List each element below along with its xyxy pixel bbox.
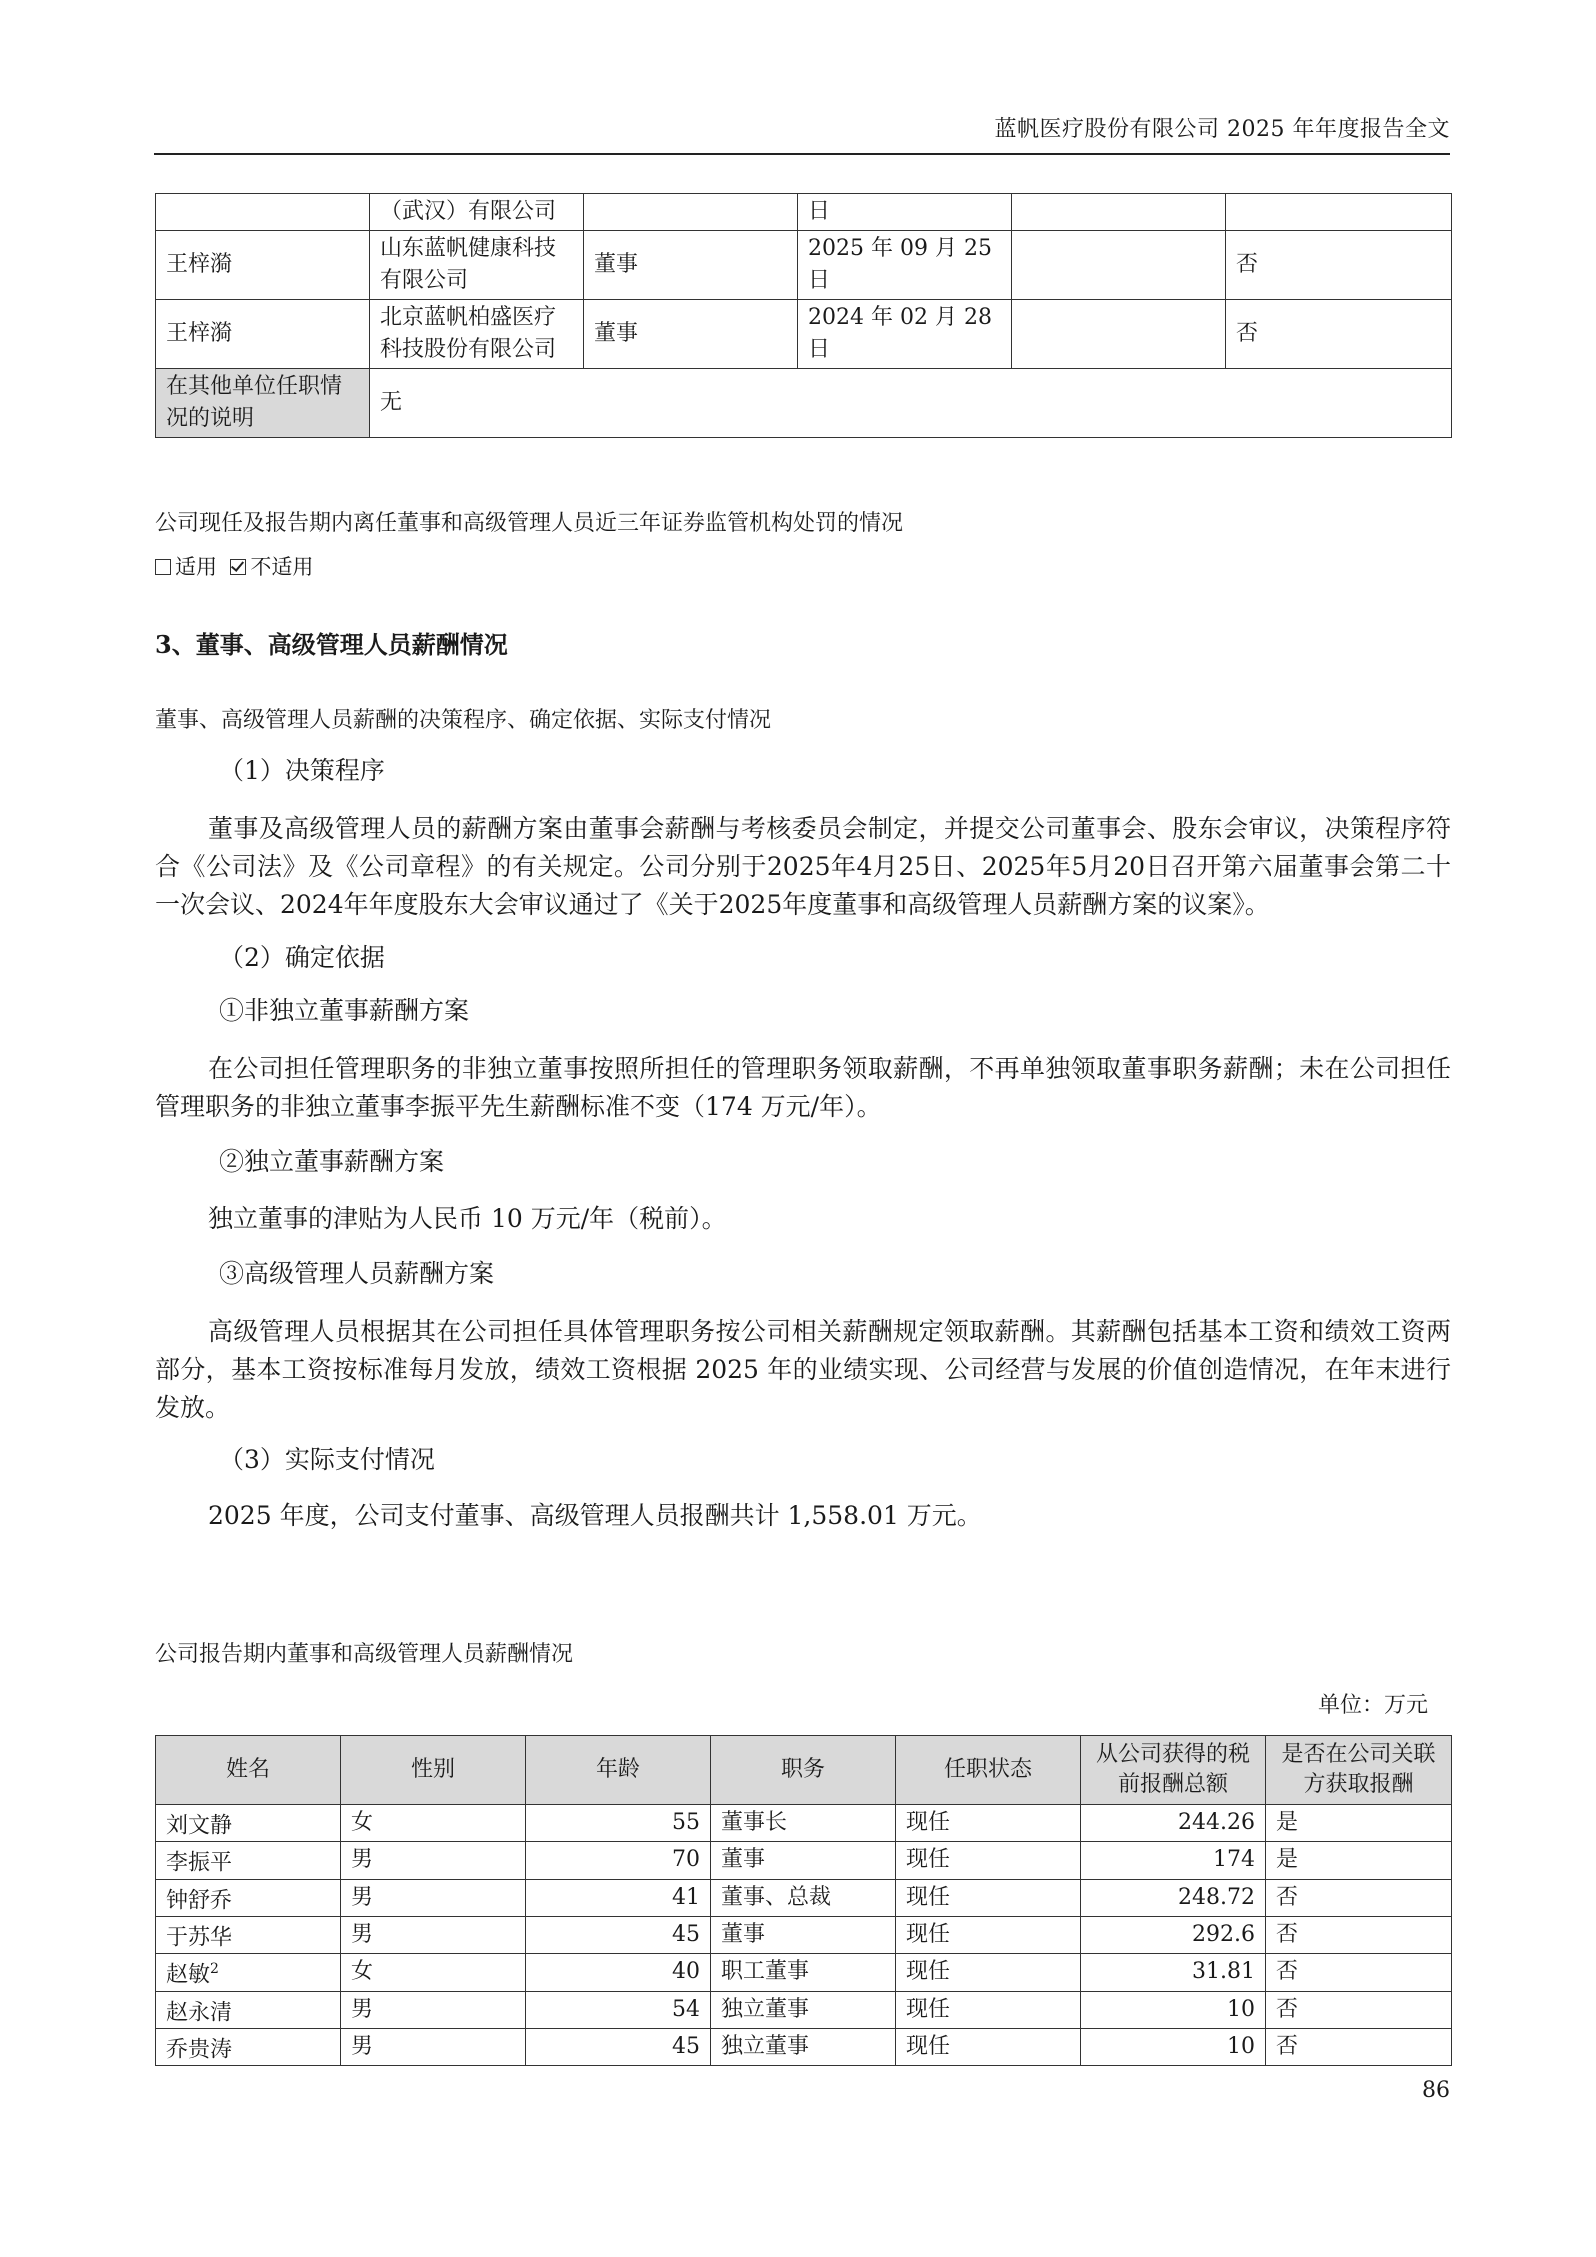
table-row	[156, 1916, 1452, 1953]
cell-start: 2024 年 02 月 28 日	[798, 300, 1012, 369]
cell-position: 董事	[584, 300, 798, 369]
cell-age: 70	[526, 1842, 711, 1879]
header-pay: 从公司获得的税前报酬总额	[1081, 1736, 1266, 1805]
cell-name: 乔贵涛	[156, 2028, 341, 2065]
cell-title: 独立董事	[711, 2028, 896, 2065]
cell-status: 现任	[896, 1954, 1081, 1991]
cell-company: （武汉）有限公司	[370, 194, 584, 231]
cell-age: 54	[526, 1991, 711, 2028]
cell-paid	[1226, 194, 1452, 231]
item-actual-payment: （3）实际支付情况	[219, 1445, 435, 1474]
table-header-row	[156, 1736, 1452, 1805]
note-label: 在其他单位任职情况的说明	[156, 369, 370, 438]
cell-end	[1012, 231, 1226, 300]
applicability-options	[155, 551, 313, 581]
cell-title: 董事长	[711, 1805, 896, 1842]
cell-name	[156, 194, 370, 231]
table-row	[156, 194, 1452, 231]
cell-related: 否	[1266, 1954, 1452, 1991]
table-row	[156, 1805, 1452, 1842]
table-row	[156, 1879, 1452, 1916]
not-applicable-checkbox[interactable]	[230, 559, 246, 575]
para-senior-management: 高级管理人员根据其在公司担任具体管理职务按公司相关薪酬规定领取薪酬。其薪酬包括基本工资和绩效工资两部分，基本工资按标准每月发放，绩效工资根据 2025 年的业绩实现、公司经营与发展的价值创造情况，在年末进行发放。	[155, 1317, 1451, 1422]
cell-name: 王梓漪	[156, 300, 370, 369]
table-row	[156, 1991, 1452, 2028]
cell-related: 否	[1266, 1991, 1452, 2028]
cell-related: 否	[1266, 1916, 1452, 1953]
cell-position	[584, 194, 798, 231]
header-status: 任职状态	[896, 1736, 1081, 1805]
cell-related: 是	[1266, 1805, 1452, 1842]
sub-senior-management: ③高级管理人员薪酬方案	[219, 1259, 495, 1288]
not-applicable-label: 不适用	[250, 555, 314, 579]
cell-pay: 248.72	[1081, 1879, 1266, 1916]
cell-pay: 10	[1081, 2028, 1266, 2065]
table-row	[156, 1954, 1452, 1991]
cell-age: 55	[526, 1805, 711, 1842]
cell-company: 山东蓝帆健康科技有限公司	[370, 231, 584, 300]
cell-gender: 女	[341, 1805, 526, 1842]
cell-name: 于苏华	[156, 1916, 341, 1953]
cell-age: 40	[526, 1954, 711, 1991]
other-positions-table	[155, 193, 1452, 438]
cell-title: 董事	[711, 1842, 896, 1879]
section-title: 3、董事、高级管理人员薪酬情况	[155, 630, 508, 659]
cell-related: 是	[1266, 1842, 1452, 1879]
salary-body	[155, 752, 1451, 1535]
cell-end	[1012, 300, 1226, 369]
cell-title: 董事、总裁	[711, 1879, 896, 1916]
table-row-note	[156, 369, 1452, 438]
header-gender: 性别	[341, 1736, 526, 1805]
footnote-marker: 2	[210, 1961, 219, 1978]
cell-end	[1012, 194, 1226, 231]
cell-status: 现任	[896, 2028, 1081, 2065]
para-actual-payment: 2025 年度，公司支付董事、高级管理人员报酬共计 1,558.01 万元。	[208, 1501, 982, 1530]
header-rule	[154, 153, 1450, 155]
cell-age: 45	[526, 1916, 711, 1953]
cell-title: 董事	[711, 1916, 896, 1953]
cell-pay: 174	[1081, 1842, 1266, 1879]
cell-related: 否	[1266, 1879, 1452, 1916]
applicable-checkbox[interactable]	[155, 559, 171, 575]
header-age: 年龄	[526, 1736, 711, 1805]
cell-start: 日	[798, 194, 1012, 231]
cell-status: 现任	[896, 1916, 1081, 1953]
page-number: 86	[1422, 2078, 1450, 2103]
table-row	[156, 2028, 1452, 2065]
cell-related: 否	[1266, 2028, 1452, 2065]
cell-gender: 男	[341, 1991, 526, 2028]
item-decision: （1）决策程序	[219, 756, 385, 785]
cell-status: 现任	[896, 1879, 1081, 1916]
table-row	[156, 231, 1452, 300]
cell-company: 北京蓝帆柏盛医疗科技股份有限公司	[370, 300, 584, 369]
cell-pay: 292.6	[1081, 1916, 1266, 1953]
cell-name: 钟舒乔	[156, 1879, 341, 1916]
applicable-label: 适用	[175, 555, 217, 579]
para-independent: 独立董事的津贴为人民币 10 万元/年（税前）。	[208, 1204, 727, 1233]
unit-label: 单位：万元	[1317, 1693, 1428, 1718]
para-decision: 董事及高级管理人员的薪酬方案由董事会薪酬与考核委员会制定，并提交公司董事会、股东会审议，决策程序符合《公司法》及《公司章程》的有关规定。公司分别于2025年4月25日、2025年5月20日召开第六届董事会第二十一次会议、2024年年度股东大会审议通过了《关于2025年度董事和高级管理人员薪酬方案的议案》。	[155, 814, 1451, 919]
cell-status: 现任	[896, 1805, 1081, 1842]
penalty-text: 公司现任及报告期内离任董事和高级管理人员近三年证券监管机构处罚的情况	[155, 511, 904, 536]
table-caption: 公司报告期内董事和高级管理人员薪酬情况	[155, 1642, 574, 1667]
sub-independent: ②独立董事薪酬方案	[219, 1147, 445, 1176]
cell-start: 2025 年 09 月 25 日	[798, 231, 1012, 300]
table-row	[156, 300, 1452, 369]
cell-title: 独立董事	[711, 1991, 896, 2028]
cell-name: 王梓漪	[156, 231, 370, 300]
table-row	[156, 1842, 1452, 1879]
cell-title: 职工董事	[711, 1954, 896, 1991]
cell-name: 赵永清	[156, 1991, 341, 2028]
para-non-independent: 在公司担任管理职务的非独立董事按照所担任的管理职务领取薪酬，不再单独领取董事职务薪酬；未在公司担任管理职务的非独立董事李振平先生薪酬标准不变（174 万元/年）。	[155, 1054, 1451, 1121]
cell-age: 45	[526, 2028, 711, 2065]
cell-name: 李振平	[156, 1842, 341, 1879]
cell-gender: 女	[341, 1954, 526, 1991]
cell-pay: 31.81	[1081, 1954, 1266, 1991]
cell-pay: 244.26	[1081, 1805, 1266, 1842]
cell-pay: 10	[1081, 1991, 1266, 2028]
cell-name: 刘文静	[156, 1805, 341, 1842]
note-value: 无	[370, 369, 1452, 438]
cell-gender: 男	[341, 1842, 526, 1879]
salary-table	[155, 1735, 1452, 2066]
cell-paid: 否	[1226, 231, 1452, 300]
sub-non-independent: ①非独立董事薪酬方案	[219, 996, 470, 1025]
cell-status: 现任	[896, 1991, 1081, 2028]
header-title: 蓝帆医疗股份有限公司 2025 年年度报告全文	[994, 117, 1450, 142]
cell-gender: 男	[341, 2028, 526, 2065]
cell-gender: 男	[341, 1879, 526, 1916]
cell-position: 董事	[584, 231, 798, 300]
header-title: 职务	[711, 1736, 896, 1805]
header-related: 是否在公司关联方获取报酬	[1266, 1736, 1452, 1805]
cell-gender: 男	[341, 1916, 526, 1953]
cell-status: 现任	[896, 1842, 1081, 1879]
item-basis: （2）确定依据	[219, 943, 385, 972]
header-name: 姓名	[156, 1736, 341, 1805]
cell-age: 41	[526, 1879, 711, 1916]
cell-paid: 否	[1226, 300, 1452, 369]
cell-name: 赵敏$^2$	[156, 1954, 341, 1991]
salary-intro: 董事、高级管理人员薪酬的决策程序、确定依据、实际支付情况	[155, 708, 772, 733]
